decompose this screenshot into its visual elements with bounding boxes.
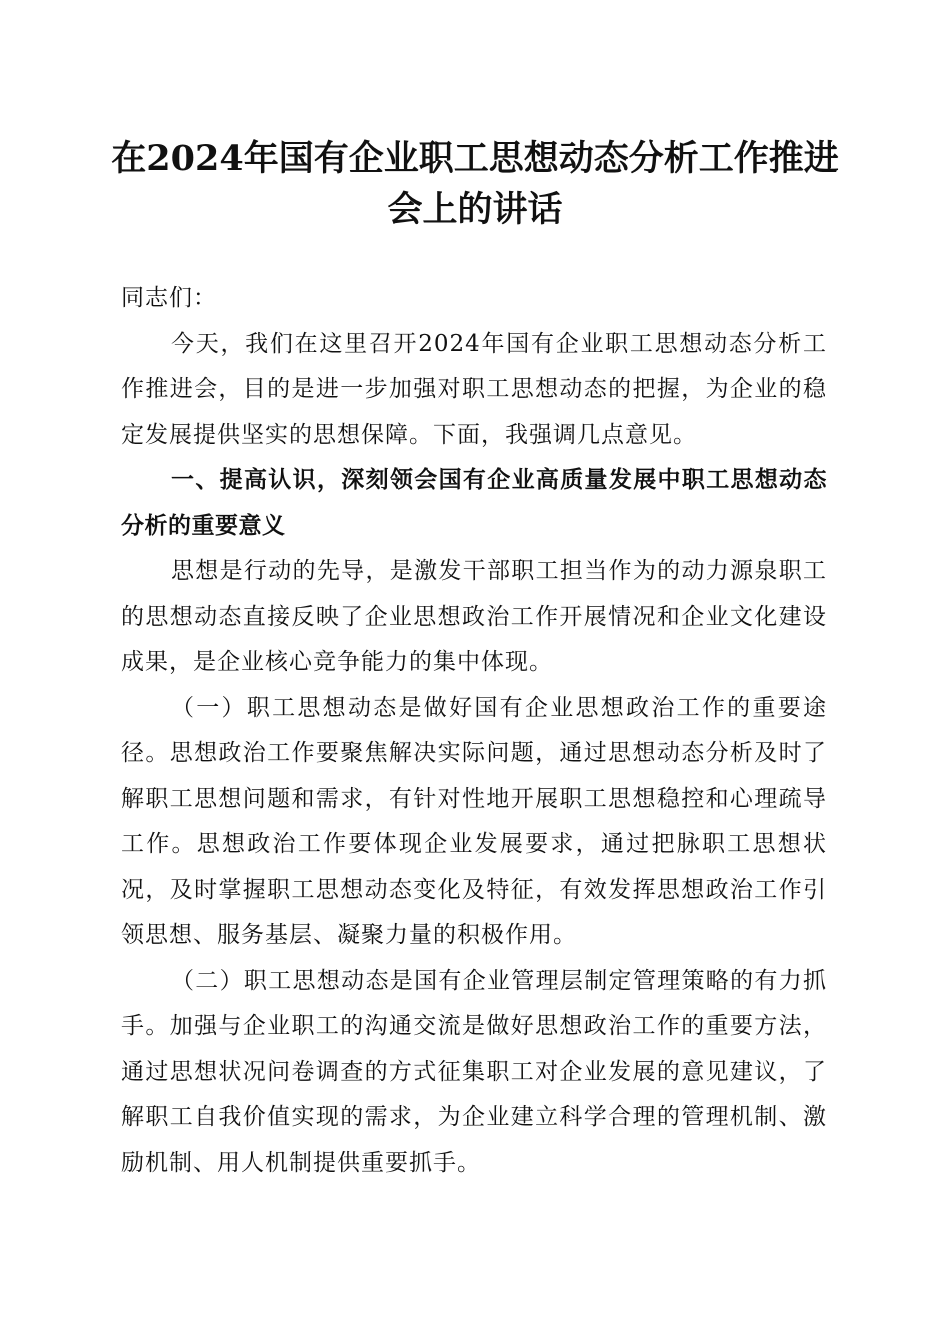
subsection-1-lead: （一）职工思想动态是做好国有企业思想政治工作的重要途径。 [121, 694, 827, 766]
section-1-paragraph: 思想是行动的先导，是激发干部职工担当作为的动力源泉职工的思想动态直接反映了企业思想政治工作开展情况和企业文化建设成果，是企业核心竞争能力的集中体现。 [121, 558, 827, 675]
section-heading-1: 一、提高认识，深刻领会国有企业高质量发展中职工思想动态分析的重要意义 [121, 467, 827, 539]
salutation: 同志们： [121, 285, 217, 311]
subsection-2-text: 加强与企业职工的沟通交流是做好思想政治工作的重要方法，通过思想状况问卷调查的方式征集职工对企业发展的意见建议，了解职工自我价值实现的需求，为企业建立科学合理的管理机制、激励机制、用人机制提供重要抓手。 [121, 1013, 828, 1176]
subsection-1 [121, 686, 827, 959]
subsection-2 [121, 959, 827, 1187]
subsection-2-lead: （二）职工思想动态是国有企业管理层制定管理策略的有力抓手。 [121, 967, 827, 1039]
document-body [121, 276, 827, 1186]
subsection-1-text: 思想政治工作要聚焦解决实际问题，通过思想动态分析及时了解职工思想问题和需求，有针对性地开展职工思想稳控和心理疏导工作。思想政治工作要体现企业发展要求，通过把脉职工思想状况，及时掌握职工思想动态变化及特征，有效发挥思想政治工作引领思想、服务基层、凝聚力量的积极作用。 [121, 740, 828, 948]
intro-paragraph: 今天，我们在这里召开2024年国有企业职工思想动态分析工作推进会，目的是进一步加强对职工思想动态的把握，为企业的稳定发展提供坚实的思想保障。下面，我强调几点意见。 [121, 330, 827, 448]
document-title: 在2024年国有企业职工思想动态分析工作推进会上的讲话 [111, 138, 839, 230]
